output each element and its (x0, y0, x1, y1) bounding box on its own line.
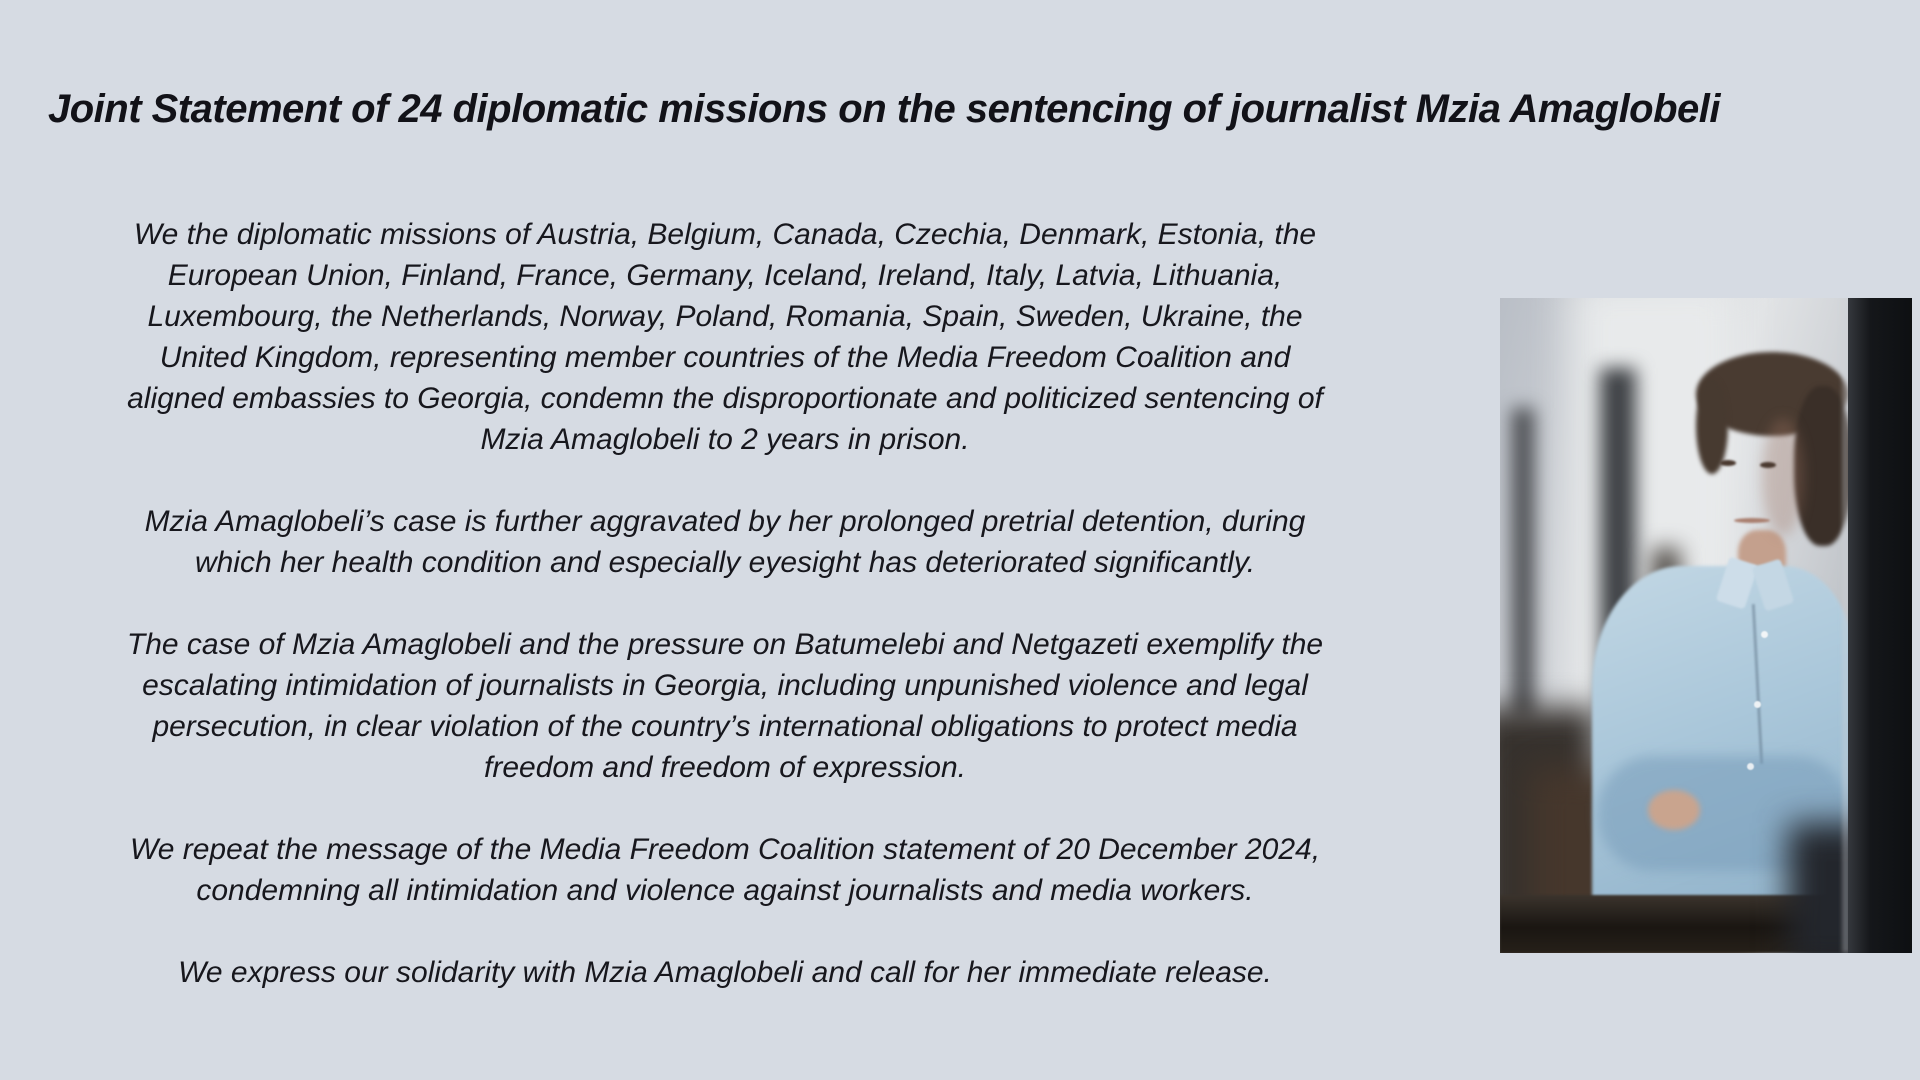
statement-line: aligned embassies to Georgia, condemn the disproportionate and politicized sentencing of (127, 382, 1323, 415)
statement-line: Luxembourg, the Netherlands, Norway, Poland, Romania, Spain, Sweden, Ukraine, the (147, 300, 1303, 333)
statement-paragraph (15, 829, 1435, 911)
statement-line: The case of Mzia Amaglobeli and the pressure on Batumelebi and Netgazeti exemplify the (126, 628, 1324, 661)
statement-paragraph (15, 952, 1435, 993)
photo-blurred-bar (1512, 408, 1534, 718)
statement-line: We the diplomatic missions of Austria, Belgium, Canada, Czechia, Denmark, Estonia, the (133, 218, 1317, 251)
statement-line: persecution, in clear violation of the country’s international obligations to protect media (152, 710, 1298, 743)
statement-body (15, 214, 1435, 1034)
statement-line: We repeat the message of the Media Freedom Coalition statement of 20 December 2024, (129, 833, 1321, 866)
photo-eye (1720, 460, 1736, 466)
photo-hand (1648, 790, 1700, 830)
statement-paragraph (15, 624, 1435, 788)
statement-line: United Kingdom, representing member countries of the Media Freedom Coalition and (159, 341, 1291, 374)
statement-paragraph (15, 501, 1435, 583)
statement-line: escalating intimidation of journalists in Georgia, including unpunished violence and legal (142, 669, 1308, 702)
photo-shirt-button (1761, 631, 1768, 638)
statement-line: Mzia Amaglobeli to 2 years in prison. (480, 423, 970, 456)
statement-paragraph (15, 214, 1435, 460)
statement-line: which her health condition and especially eyesight has deteriorated significantly. (194, 546, 1256, 579)
statement-line: Mzia Amaglobeli’s case is further aggravated by her prolonged pretrial detention, during (144, 505, 1306, 538)
photo-face-shading (1762, 418, 1804, 536)
statement-line: condemning all intimidation and violence against journalists and media workers. (196, 874, 1254, 907)
photo-eye (1760, 462, 1776, 468)
page-title: Joint Statement of 24 diplomatic missions on the sentencing of journalist Mzia Amaglobeli (48, 86, 1721, 131)
statement-line: European Union, Finland, France, Germany, Iceland, Ireland, Italy, Latvia, Lithuania, (167, 259, 1283, 292)
mzia-amaglobeli-photo (1500, 298, 1912, 953)
statement-line: freedom and freedom of expression. (484, 751, 966, 784)
photo-shirt-button (1747, 763, 1754, 770)
photo-window-frame (1848, 298, 1912, 953)
statement-line: We express our solidarity with Mzia Amaglobeli and call for her immediate release. (178, 956, 1272, 989)
photo-mouth (1734, 518, 1770, 523)
photo-shirt-button (1754, 701, 1761, 708)
